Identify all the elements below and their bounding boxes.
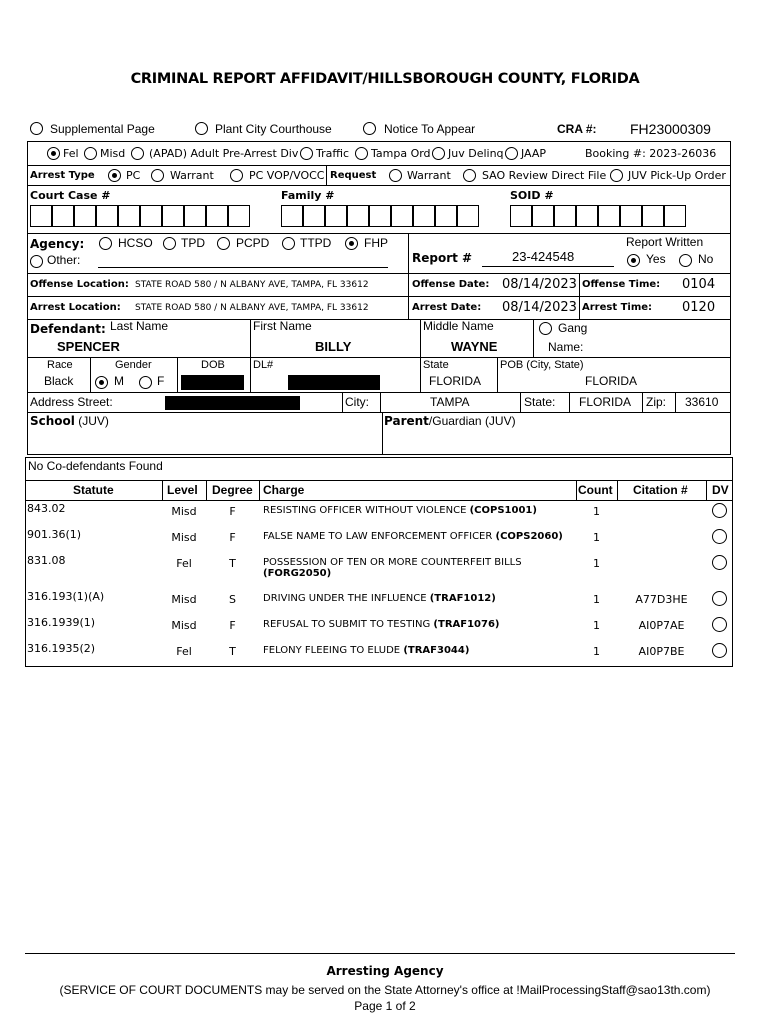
case-digit-cell[interactable] (369, 205, 391, 227)
divider (250, 358, 251, 393)
case-digit-cell[interactable] (325, 205, 347, 227)
case-digit-cell[interactable] (620, 205, 642, 227)
divider (420, 358, 421, 393)
case-digit-cell[interactable] (162, 205, 184, 227)
state-label: State (423, 359, 449, 371)
charge-code: (FORG2050) (263, 568, 332, 579)
dv-radio[interactable] (712, 555, 727, 570)
middle-name-value: WAYNE (451, 339, 498, 354)
report-written-no-label: No (698, 252, 714, 266)
address-redaction (165, 396, 300, 410)
juv-pickup-label: JUV Pick-Up Order (628, 169, 726, 182)
divider (533, 320, 534, 358)
dl-label: DL# (253, 359, 274, 371)
pc-radio[interactable] (108, 169, 121, 182)
case-digit-cell[interactable] (457, 205, 479, 227)
divider (569, 393, 570, 413)
pcpd-radio[interactable] (217, 237, 230, 250)
case-digit-cell[interactable] (74, 205, 96, 227)
degree-cell: T (229, 645, 236, 658)
misd-radio[interactable] (84, 147, 97, 160)
supplemental-radio[interactable] (30, 122, 43, 135)
divider (420, 320, 421, 358)
pc-vop-label: PC VOP/VOCC (249, 169, 325, 182)
zip-label: Zip: (646, 395, 667, 409)
first-name-label: First Name (253, 319, 312, 333)
charge-cell (263, 531, 563, 542)
divider (382, 413, 383, 455)
parent-label: Parent/Guardian (JUV) (384, 414, 516, 428)
charge-cell (263, 593, 496, 604)
statute-cell: 316.193(1)(A) (27, 590, 105, 603)
offense-date-value: 08/14/2023 (502, 277, 577, 292)
page-title: CRIMINAL REPORT AFFIDAVIT/HILLSBOROUGH COUNTY, FLORIDA (130, 71, 640, 87)
charge-description: REFUSAL TO SUBMIT TO TESTING (263, 619, 431, 630)
case-digit-cell[interactable] (96, 205, 118, 227)
dob-redaction (181, 375, 244, 390)
other-agency-line[interactable] (98, 267, 388, 268)
tampa-ord-radio[interactable] (355, 147, 368, 160)
gang-label: Gang (558, 321, 588, 335)
divider (326, 166, 327, 186)
divider (162, 480, 163, 500)
jaap-label: JAAP (521, 147, 547, 160)
arrest-location-value: STATE ROAD 580 / N ALBANY AVE, TAMPA, FL 33612 (135, 303, 369, 313)
request-warrant-radio[interactable] (389, 169, 402, 182)
arrest-time-label: Arrest Time: (582, 302, 653, 313)
family-label: Family # (281, 189, 335, 202)
apad-radio[interactable] (131, 147, 144, 160)
count-cell: 1 (593, 619, 600, 632)
warrant-radio[interactable] (151, 169, 164, 182)
charge-description: FELONY FLEEING TO ELUDE (263, 645, 401, 656)
level-cell: Fel (176, 645, 192, 658)
charge-code: (TRAF3044) (403, 645, 470, 656)
citation-cell: AI0P7AE (638, 619, 685, 632)
case-digit-cell[interactable] (118, 205, 140, 227)
juv-delinq-radio[interactable] (432, 147, 445, 160)
level-cell: Fel (176, 557, 192, 570)
cra-label: CRA #: (557, 122, 597, 136)
count-cell: 1 (593, 645, 600, 658)
divider (642, 393, 643, 413)
arrest-time-value: 0120 (682, 300, 716, 315)
offense-location-label: Offense Location: (30, 279, 129, 290)
degree-cell: F (229, 619, 236, 632)
tpd-label: TPD (181, 236, 205, 250)
ttpd-label: TTPD (300, 236, 332, 250)
notice-to-appear-radio[interactable] (363, 122, 376, 135)
sao-review-radio[interactable] (463, 169, 476, 182)
request-label: Request (330, 170, 377, 181)
case-digit-cell[interactable] (52, 205, 74, 227)
divider (259, 480, 260, 500)
juv-pickup-radio[interactable] (610, 169, 623, 182)
zip-value: 33610 (685, 395, 719, 409)
other-agency-label: Other: (47, 253, 81, 267)
dob-label: DOB (201, 359, 225, 371)
divider (342, 393, 343, 413)
divider (497, 358, 498, 393)
page-number: Page 1 of 2 (354, 999, 416, 1013)
charge-description: DRIVING UNDER THE INFLUENCE (263, 593, 427, 604)
divider (706, 480, 707, 500)
divider (250, 320, 251, 358)
count-cell: 1 (593, 593, 600, 606)
divider (576, 480, 577, 500)
plant-city-label: Plant City Courthouse (215, 122, 332, 136)
arrest-type-label: Arrest Type (30, 170, 95, 181)
offense-location-value: STATE ROAD 580 / N ALBANY AVE, TAMPA, FL 33612 (135, 280, 369, 290)
pc-vop-radio[interactable] (230, 169, 243, 182)
report-number-value: 23-424548 (512, 249, 575, 264)
other-agency-radio[interactable] (30, 255, 43, 268)
case-digit-cell[interactable] (576, 205, 598, 227)
case-digit-cell[interactable] (391, 205, 413, 227)
school-label: School (JUV) (30, 414, 109, 428)
race-value: Black (44, 374, 74, 388)
hcso-radio[interactable] (99, 237, 112, 250)
level-cell: Misd (171, 619, 197, 632)
level-cell: Misd (171, 593, 197, 606)
report-written-no-radio[interactable] (679, 254, 692, 267)
tampa-ord-label: Tampa Ord (371, 147, 431, 160)
dv-radio[interactable] (712, 617, 727, 632)
dv-radio[interactable] (712, 529, 727, 544)
fel-label: Fel (63, 147, 79, 160)
pob-value: FLORIDA (585, 374, 638, 388)
degree-cell: F (229, 531, 236, 544)
statute-header: Statute (73, 483, 114, 497)
divider (25, 480, 733, 481)
dv-radio[interactable] (712, 643, 727, 658)
divider (177, 358, 178, 393)
signature-line (25, 953, 735, 954)
traffic-label: Traffic (316, 147, 350, 160)
agency-label: Agency: (30, 237, 85, 251)
degree-header: Degree (212, 483, 253, 497)
arresting-agency-label: Arresting Agency (326, 964, 444, 978)
citation-header: Citation # (633, 483, 688, 497)
gender-male-radio[interactable] (95, 376, 108, 389)
pob-label: POB (City, State) (500, 359, 584, 371)
arrest-date-label: Arrest Date: (412, 302, 482, 313)
statute-cell: 316.1939(1) (27, 616, 96, 629)
last-name-value: SPENCER (57, 339, 120, 354)
charge-description: FALSE NAME TO LAW ENFORCEMENT OFFICER (263, 531, 493, 542)
count-cell: 1 (593, 557, 600, 570)
pcpd-label: PCPD (236, 236, 270, 250)
degree-cell: T (229, 557, 236, 570)
notice-to-appear-label: Notice To Appear (384, 122, 476, 136)
case-digit-cell[interactable] (510, 205, 532, 227)
case-digit-cell[interactable] (140, 205, 162, 227)
charge-code: (TRAF1076) (433, 619, 500, 630)
booking-number: Booking #: 2023-26036 (585, 147, 717, 160)
statute-cell: 831.08 (27, 554, 66, 567)
degree-cell: S (229, 593, 236, 606)
level-cell: Misd (171, 531, 197, 544)
divider (25, 500, 733, 501)
count-cell: 1 (593, 505, 600, 518)
charge-description: POSSESSION OF TEN OR MORE COUNTERFEIT BILLS (263, 557, 522, 568)
degree-cell: F (229, 505, 236, 518)
case-digit-cell[interactable] (664, 205, 686, 227)
divider (617, 480, 618, 500)
middle-name-label: Middle Name (423, 319, 494, 333)
defendant-label: Defendant: (30, 322, 106, 336)
apad-label: (APAD) Adult Pre-Arrest Div (149, 147, 299, 160)
charge-code: (TRAF1012) (429, 593, 496, 604)
case-digit-cell[interactable] (532, 205, 554, 227)
state-value: FLORIDA (429, 374, 482, 388)
divider (206, 480, 207, 500)
request-warrant-label: Warrant (407, 169, 451, 182)
gender-female-label: F (157, 374, 165, 388)
plant-city-radio[interactable] (195, 122, 208, 135)
offense-date-label: Offense Date: (412, 279, 490, 290)
charge-header: Charge (263, 483, 305, 497)
addr-state-label: State: (524, 395, 556, 409)
race-label: Race (47, 359, 73, 371)
soid-label: SOID # (510, 189, 554, 202)
traffic-radio[interactable] (300, 147, 313, 160)
codefendants-note: No Co-defendants Found (28, 459, 163, 473)
report-number-line (482, 266, 614, 267)
sao-review-label: SAO Review Direct File (482, 169, 607, 182)
gender-female-radio[interactable] (139, 376, 152, 389)
case-digit-cell[interactable] (303, 205, 325, 227)
warrant-label: Warrant (170, 169, 214, 182)
divider (675, 393, 676, 413)
citation-cell: AI0P7BE (638, 645, 685, 658)
arrest-location-label: Arrest Location: (30, 302, 121, 313)
first-name-value: BILLY (315, 339, 352, 354)
case-digit-cell[interactable] (413, 205, 435, 227)
fhp-label: FHP (364, 236, 388, 250)
fel-radio[interactable] (47, 147, 60, 160)
fhp-radio[interactable] (345, 237, 358, 250)
gang-radio[interactable] (539, 322, 552, 335)
dv-radio[interactable] (712, 503, 727, 518)
misd-label: Misd (100, 147, 126, 160)
dv-header: DV (712, 483, 729, 497)
charge-description: RESISTING OFFICER WITHOUT VIOLENCE (263, 505, 467, 516)
addr-state-value: FLORIDA (579, 395, 632, 409)
report-written-yes-label: Yes (646, 252, 666, 266)
gender-male-label: M (114, 374, 124, 388)
charge-cell (263, 505, 537, 516)
report-number-label: Report # (412, 251, 473, 265)
case-digit-cell[interactable] (281, 205, 303, 227)
gender-label: Gender (115, 359, 152, 371)
case-digit-cell[interactable] (206, 205, 228, 227)
dl-redaction (288, 375, 380, 390)
case-digit-cell[interactable] (30, 205, 52, 227)
divider (380, 393, 381, 413)
cra-value: FH23000309 (630, 121, 711, 137)
city-value: TAMPA (430, 395, 470, 409)
charge-cell (263, 645, 469, 656)
offense-time-label: Offense Time: (582, 279, 661, 290)
divider (408, 234, 409, 274)
jaap-radio[interactable] (505, 147, 518, 160)
offense-time-value: 0104 (682, 277, 716, 292)
count-header: Count (578, 483, 613, 497)
ttpd-radio[interactable] (282, 237, 295, 250)
count-cell: 1 (593, 531, 600, 544)
level-cell: Misd (171, 505, 197, 518)
pc-label: PC (126, 169, 141, 182)
case-digit-cell[interactable] (228, 205, 250, 227)
court-case-label: Court Case # (30, 189, 111, 202)
dv-radio[interactable] (712, 591, 727, 606)
service-note: (SERVICE OF COURT DOCUMENTS may be served on the State Attorney's office at !MailProcessingStaff@sao13th.com) (59, 983, 711, 997)
case-digit-cell[interactable] (598, 205, 620, 227)
charge-cell (263, 619, 500, 630)
divider (90, 358, 91, 393)
gang-name-label: Name: (548, 340, 584, 354)
address-label: Address Street: (30, 395, 113, 409)
level-header: Level (167, 483, 198, 497)
charge-code: (COPS1001) (469, 505, 537, 516)
charge-cell (263, 557, 522, 579)
last-name-label: Last Name (110, 319, 169, 333)
case-digit-cell[interactable] (435, 205, 457, 227)
city-label: City: (345, 395, 369, 409)
case-digit-cell[interactable] (642, 205, 664, 227)
statute-cell: 316.1935(2) (27, 642, 96, 655)
tpd-radio[interactable] (163, 237, 176, 250)
charge-code: (COPS2060) (495, 531, 563, 542)
statute-cell: 901.36(1) (27, 528, 82, 541)
citation-cell: A77D3HE (635, 593, 688, 606)
statute-cell: 843.02 (27, 502, 66, 515)
school-row (27, 413, 731, 455)
divider (520, 393, 521, 413)
hcso-label: HCSO (118, 236, 153, 250)
report-written-yes-radio[interactable] (627, 254, 640, 267)
supplemental-label: Supplemental Page (50, 122, 155, 136)
case-digit-cell[interactable] (184, 205, 206, 227)
arrest-date-value: 08/14/2023 (502, 300, 577, 315)
juv-delinq-label: Juv Delinq (448, 147, 504, 160)
case-digit-cell[interactable] (347, 205, 369, 227)
report-written-label: Report Written (626, 235, 704, 249)
case-digit-cell[interactable] (554, 205, 576, 227)
